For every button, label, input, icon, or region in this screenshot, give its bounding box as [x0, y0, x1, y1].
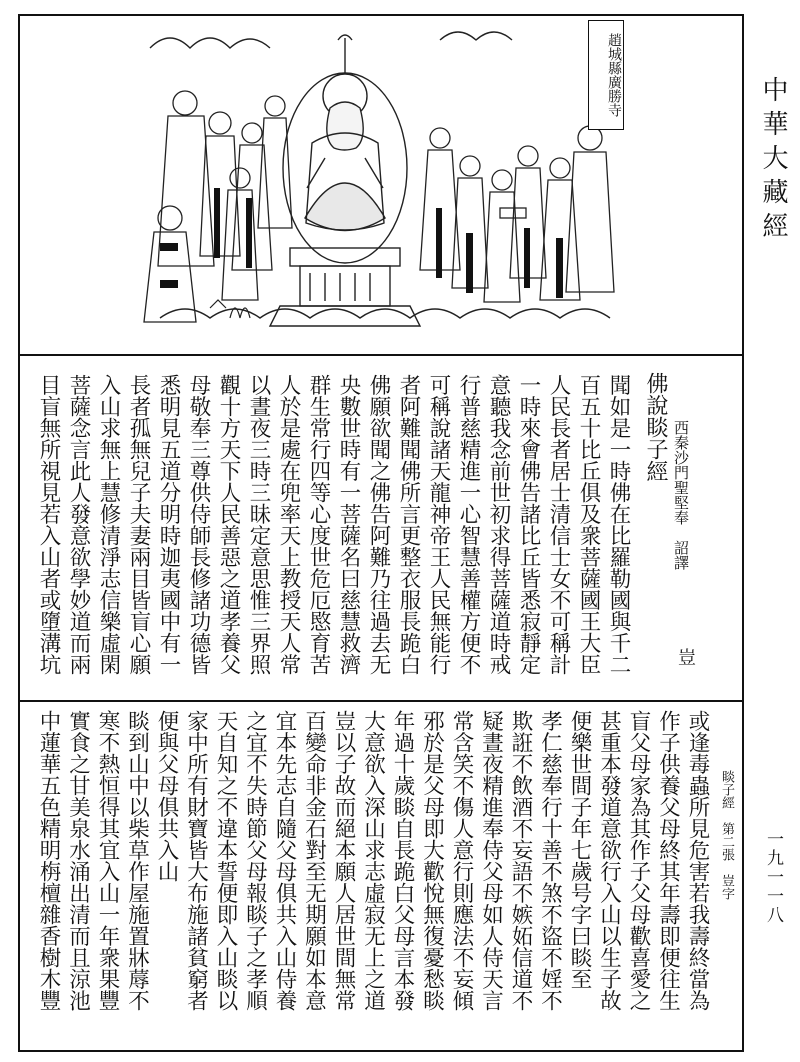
- upper-text-column-20: 目盲無所視見若入山者或墮溝坑: [36, 374, 61, 675]
- upper-text-column-7: 可稱說諸天龍神帝王人民無能行: [426, 374, 451, 675]
- upper-text-column-12: 人於是處在兜率天上教授天人常: [276, 374, 301, 675]
- buddha-preaching-illustration: [140, 18, 625, 348]
- section-divider-top: [18, 354, 744, 356]
- lower-text-column-1: 或逢毒蟲所見危害若我壽終當為: [685, 710, 710, 1011]
- upper-text-column-9: 佛願欲聞之佛告阿難乃往過去无: [366, 374, 391, 675]
- sheet-header-label: 睒子經 第二張 豈字: [719, 770, 734, 900]
- lower-text-column-23: 中蓮華五色精明栴檀雜香樹木豐: [36, 710, 61, 1011]
- upper-text-column-5: 意聽我念前世初求得菩薩道時戒: [486, 374, 511, 675]
- upper-text-column-14: 觀十方天下人民善惡之道孝養父: [216, 374, 241, 675]
- illustration-caption: 趙城縣廣勝寺: [588, 20, 624, 130]
- translator-line: 西秦沙門聖堅奉 詔譯: [672, 420, 690, 570]
- lower-text-column-8: 疑晝夜精進奉侍父母如人侍天言: [478, 710, 504, 1011]
- upper-text-column-16: 悉明見五道分明時迦夷國中有一: [156, 374, 181, 675]
- lower-text-column-3: 盲父母家為其作子父母歡喜愛之: [626, 710, 651, 1011]
- lower-text-column-18: 家中所有財寶皆大布施諸貧窮者: [183, 710, 209, 1011]
- lower-text-column-21: 寒不熱恒得其宜入山一年衆果豐: [95, 710, 120, 1011]
- lower-text-column-2: 作子供養父母終其年壽即便往生: [655, 710, 681, 1011]
- lower-text-column-22: 實食之甘美泉水涌出清而且涼池: [65, 710, 91, 1011]
- lower-text-column-13: 豈以子故而絕本願人居世間無常: [331, 710, 356, 1011]
- volume-mark: 豈: [675, 648, 696, 666]
- lower-text-column-12: 大意欲入深山求志虛寂无上之道: [360, 710, 386, 1011]
- lower-text-column-19: 便與父母俱共入山: [154, 710, 179, 882]
- upper-text-column-10: 央數世時有一菩薩名曰慈慧救濟: [336, 374, 361, 675]
- lower-text-column-4: 甚重本發道意欲行入山以生子故: [596, 710, 622, 1011]
- upper-text-column-18: 入山求無上慧修清淨志信樂虛閑: [96, 374, 121, 675]
- upper-text-column-6: 行普慈精進一心智慧善權方便不: [456, 374, 481, 675]
- lower-text-column-5: 便樂世間子年七歲号字曰睒至: [567, 710, 592, 990]
- lower-text-column-9: 常含笑不傷人意行則應法不妄傾: [449, 710, 474, 1011]
- upper-text-column-13: 以晝夜三時三昧定意思惟三界照: [246, 374, 271, 675]
- lower-text-column-20: 睒到山中以柴草作屋施置牀蓐不: [124, 710, 150, 1011]
- section-divider-bottom: [18, 700, 744, 702]
- lower-text-column-11: 年過十歲睒自長跪白父母言本發: [390, 710, 415, 1011]
- lower-text-column-16: 之宜不失時節父母報睒子之孝順: [242, 710, 268, 1011]
- page-number: 一九一一八: [763, 830, 783, 925]
- upper-text-column-17: 長者孤無兒子夫妻兩目皆盲心願: [126, 374, 151, 675]
- lower-text-column-10: 邪於是父母即大歡悅無復憂愁睒: [419, 710, 445, 1011]
- upper-text-column-4: 一時來會佛告諸比丘皆悉寂靜定: [516, 374, 541, 675]
- lower-text-column-14: 百變命非金石對至无期願如本意: [301, 710, 327, 1011]
- upper-text-column-8: 者阿難聞佛所言更整衣服長跪白: [396, 374, 421, 675]
- lower-text-column-17: 天自知之不違本誓便即入山睒以: [213, 710, 238, 1011]
- upper-text-column-3: 人民長者居士清信士女不可稱計: [546, 374, 571, 675]
- upper-text-column-2: 百五十比丘俱及衆菩薩國王大臣: [576, 374, 601, 675]
- upper-text-column-1: 聞如是一時佛在比羅勒國與千二: [606, 374, 631, 675]
- sutra-title: 佛說睒子經: [643, 372, 668, 482]
- upper-text-column-11: 群生常行四等心度世危厄愍育苦: [306, 374, 331, 675]
- lower-text-column-15: 宜本先志自隨父母俱共入山侍養: [272, 710, 297, 1011]
- upper-text-column-19: 菩薩念言此人發意欲學妙道而兩: [66, 374, 91, 675]
- collection-title: 中華大藏經: [758, 76, 788, 246]
- lower-text-column-6: 孝仁慈奉行十善不煞不盜不婬不: [537, 710, 563, 1011]
- upper-text-column-15: 母敬奉三尊供侍師長修諸功德皆: [186, 374, 211, 675]
- lower-text-column-7: 欺誑不飲酒不妄語不嫉妬信道不: [508, 710, 533, 1011]
